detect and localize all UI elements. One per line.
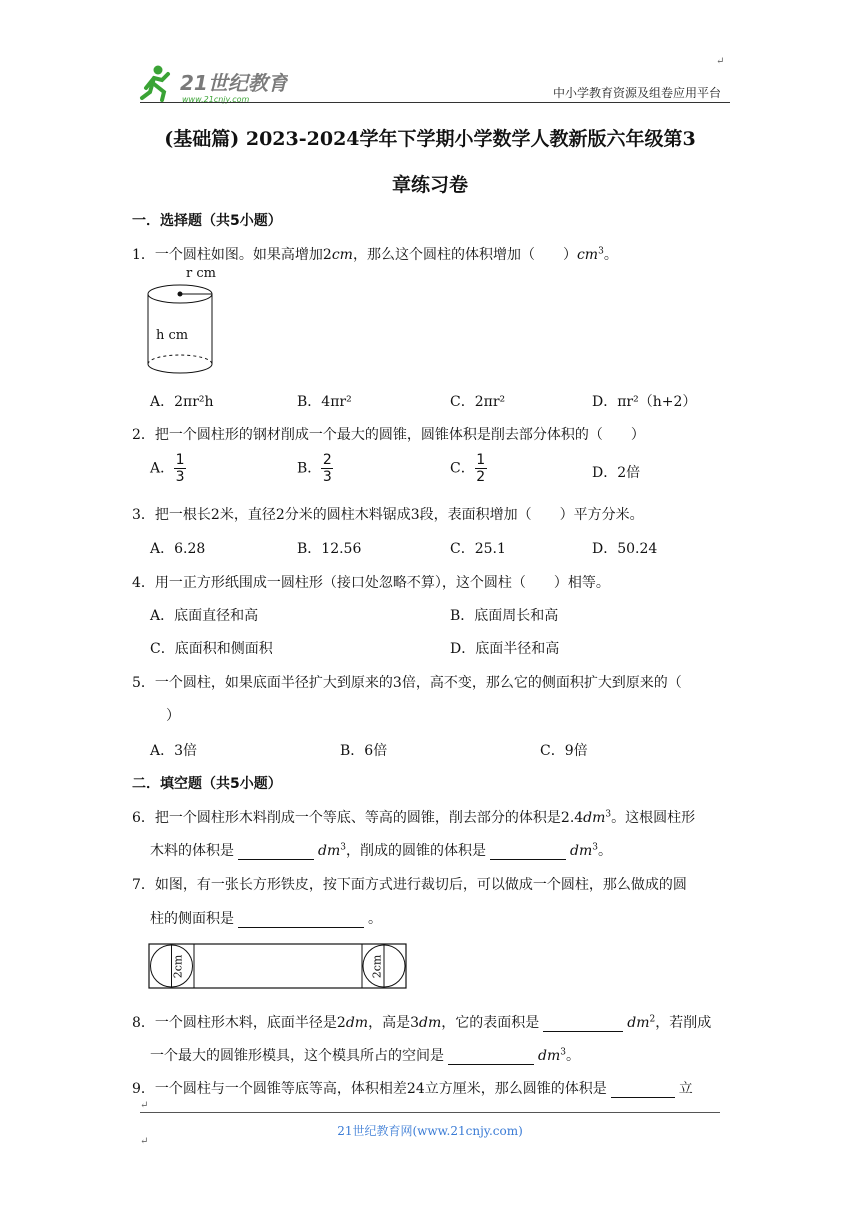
- q5-option-c[interactable]: C．9倍: [540, 743, 588, 759]
- q8-blank-1[interactable]: [543, 1017, 623, 1032]
- question-5-stem: 5．一个圆柱，如果底面半径扩大到原来的3倍，高不变，那么它的侧面积扩大到原来的（: [132, 675, 682, 691]
- q1-option-b[interactable]: B．4πr²: [297, 394, 352, 410]
- question-2-stem: 2．把一个圆柱形的钢材削成一个最大的圆锥，圆锥体积是削去部分体积的（ ）: [132, 427, 645, 443]
- q2-option-c[interactable]: C． $\frac{1}{2}$: [450, 452, 486, 485]
- q3-option-d[interactable]: D．50.24: [592, 541, 658, 557]
- q8-blank-2[interactable]: [448, 1050, 534, 1065]
- q5-option-a[interactable]: A．3倍: [150, 743, 198, 759]
- q4-option-c[interactable]: C．底面积和侧面积: [150, 641, 273, 657]
- question-9-line1: 9．一个圆柱与一个圆锥等底等高，体积相差24立方厘米，那么圆锥的体积是 立: [132, 1081, 693, 1097]
- question-7-line1: 7．如图，有一张长方形铁皮，按下面方式进行裁切后，可以做成一个圆柱，那么做成的圆: [132, 877, 687, 893]
- question-5-stem-cont: ）: [166, 708, 180, 724]
- q4-option-b[interactable]: B．底面周长和高: [450, 608, 559, 624]
- q4-option-d[interactable]: D．底面半径和高: [450, 641, 560, 657]
- format-mark: ↵: [140, 1100, 149, 1111]
- rectangle-sheet-figure: [148, 942, 408, 992]
- q1-option-d[interactable]: D．πr²（h+2）: [592, 394, 697, 410]
- figure-radius-label: r cm: [186, 266, 216, 281]
- question-8-line2: 一个最大的圆锥形模具，这个模具所占的空间是 $dm^3$。: [150, 1047, 580, 1064]
- footer-text: 21世纪教育网(www.21cnjy.com): [337, 1124, 523, 1138]
- q1-option-c[interactable]: C．2πr²: [450, 394, 506, 410]
- q6-blank-2[interactable]: [490, 845, 566, 860]
- header-rule: [140, 102, 730, 103]
- section-fill: 二．填空题（共5小题）: [132, 776, 282, 792]
- q2-option-a[interactable]: A． $\frac{1}{3}$: [150, 452, 185, 485]
- q3-option-c[interactable]: C．25.1: [450, 541, 506, 557]
- q2-option-b[interactable]: B． $\frac{2}{3}$: [297, 452, 332, 485]
- format-mark: ↵: [140, 1136, 149, 1147]
- page-title-line1: (基础篇) 2023-2024学年下学期小学数学人教新版六年级第3: [164, 128, 696, 150]
- question-6-line1: 6．把一个圆柱形木料削成一个等底、等高的圆锥，削去部分的体积是$2.4dm^3$。这根圆柱形: [132, 809, 696, 826]
- page-title-line2: 章练习卷: [391, 174, 468, 196]
- fig-label-left: 2cm: [171, 954, 185, 979]
- q3-option-b[interactable]: B．12.56: [297, 541, 362, 557]
- q4-option-a[interactable]: A．底面直径和高: [150, 608, 259, 624]
- question-1-stem: 1．一个圆柱如图。如果高增加2cm，那么这个圆柱的体积增加（ ）$cm^3$。: [132, 246, 618, 263]
- runner-icon: [142, 66, 168, 101]
- question-4-stem: 4．用一正方形纸围成一圆柱形（接口处忽略不算），这个圆柱（ ）相等。: [132, 575, 610, 591]
- section-choice: 一．选择题（共5小题）: [132, 213, 282, 229]
- header-platform: 中小学教育资源及组卷应用平台: [553, 86, 722, 100]
- fig-label-right: 2cm: [370, 954, 384, 979]
- footer-rule: [140, 1112, 720, 1113]
- logo-text: 21世纪教育: [180, 71, 288, 95]
- q7-blank[interactable]: [238, 913, 364, 928]
- question-6-line2: 木料的体积是 $dm^3$，削成的圆锥的体积是 $dm^3$。: [150, 842, 612, 859]
- q2-option-d[interactable]: D．2倍: [592, 465, 641, 481]
- figure-height-label: h cm: [156, 328, 189, 343]
- q5-option-b[interactable]: B．6倍: [340, 743, 388, 759]
- q1-option-a[interactable]: A．2πr²h: [150, 394, 214, 410]
- q6-blank-1[interactable]: [238, 845, 314, 860]
- cylinder-figure: [140, 264, 230, 384]
- question-7-line2: 柱的侧面积是 。: [150, 911, 382, 927]
- q3-option-a[interactable]: A．6.28: [150, 541, 206, 557]
- format-mark: ↵: [716, 56, 725, 67]
- logo-url: www.21cnjy.com: [182, 95, 250, 104]
- question-3-stem: 3．把一根长2米，直径2分米的圆柱木料锯成3段，表面积增加（ ）平方分米。: [132, 507, 644, 523]
- q9-blank[interactable]: [611, 1083, 675, 1098]
- site-logo: [138, 62, 288, 106]
- question-8-line1: 8．一个圆柱形木料，底面半径是2dm，高是3dm，它的表面积是 $dm^2$，若削成: [132, 1014, 712, 1031]
